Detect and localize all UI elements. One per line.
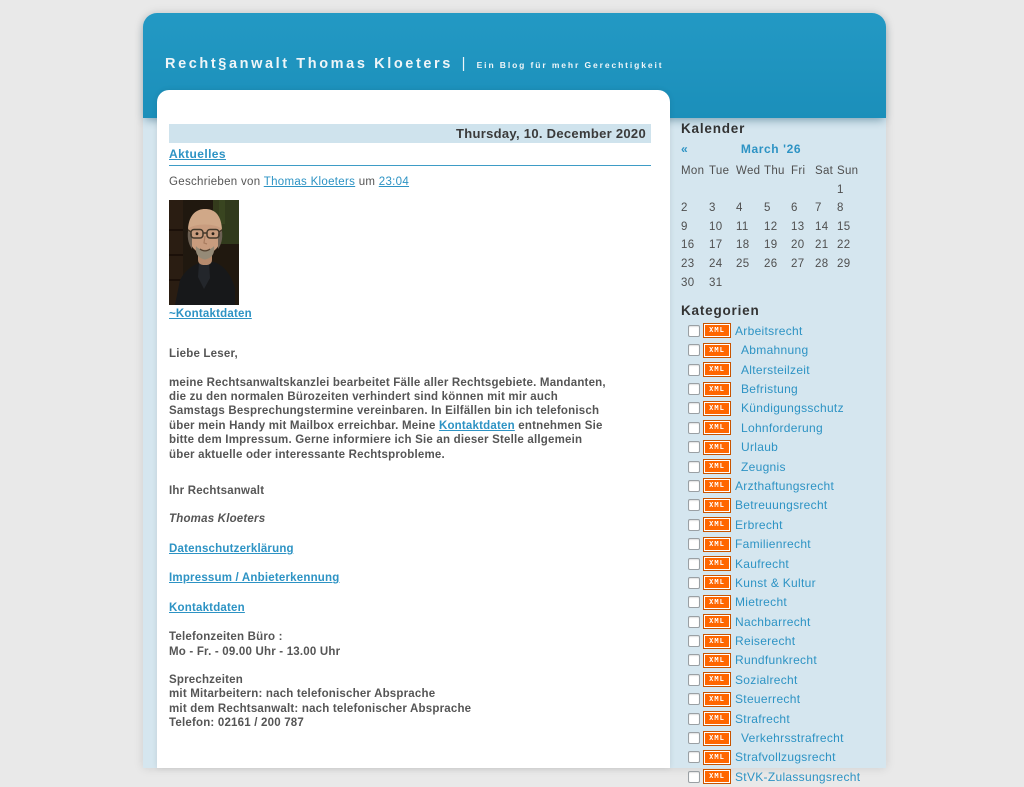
calendar-date: 14 <box>815 220 829 233</box>
consult-line: mit dem Rechtsanwalt: nach telefonischer Absprache <box>169 702 472 715</box>
calendar-date: 3 <box>709 202 716 215</box>
calendar-date: 21 <box>815 239 829 252</box>
xml-feed-badge[interactable]: XML <box>704 673 730 686</box>
xml-feed-badge[interactable]: XML <box>704 770 730 783</box>
calendar-day-name: Sun <box>837 165 859 177</box>
signature-text: Thomas Kloeters <box>169 513 266 526</box>
category-link[interactable]: StVK-Zulassungsrecht <box>735 769 861 784</box>
calendar-date: 17 <box>709 239 723 252</box>
xml-feed-badge[interactable]: XML <box>704 538 730 551</box>
calendar-day-name: Wed <box>736 165 761 177</box>
category-checkbox[interactable] <box>688 654 700 666</box>
categories-title: Kategorien <box>681 303 760 319</box>
post-time-link[interactable]: 23:04 <box>378 176 410 189</box>
calendar-date: 25 <box>736 257 750 270</box>
calendar-title: Kalender <box>681 121 746 136</box>
xml-feed-badge[interactable]: XML <box>704 654 730 667</box>
calendar-day-name: Sat <box>815 165 834 177</box>
category-checkbox[interactable] <box>688 383 700 395</box>
calendar-empty-cell <box>837 274 865 293</box>
category-row <box>681 438 881 457</box>
post-card <box>157 90 670 768</box>
xml-feed-badge[interactable]: XML <box>704 460 730 473</box>
category-checkbox[interactable] <box>688 402 700 414</box>
xml-feed-badge[interactable]: XML <box>704 751 730 764</box>
body-line: bitte dem Impressum. Gerne informiere ich Sie an dieser Stelle allgemein <box>169 434 583 447</box>
category-link[interactable]: Altersteilzeit <box>741 362 810 377</box>
calendar-day-name: Fri <box>791 165 806 177</box>
impressum-link[interactable]: Impressum / Anbieterkennung <box>169 572 340 585</box>
calendar-empty-cell <box>764 181 791 200</box>
xml-feed-badge[interactable]: XML <box>704 557 730 570</box>
body-line-part: über mein Handy mit Mailbox erreichbar. Meine <box>169 419 436 432</box>
datenschutz-link[interactable]: Datenschutzerklärung <box>169 542 294 555</box>
author-photo <box>169 200 239 305</box>
category-link[interactable]: Rundfunkrecht <box>735 653 817 668</box>
category-link[interactable]: Familienrecht <box>735 537 811 552</box>
calendar-empty-cell <box>736 274 764 293</box>
xml-feed-badge[interactable]: XML <box>704 344 730 357</box>
category-row <box>681 457 881 476</box>
xml-feed-badge[interactable]: XML <box>704 479 730 492</box>
sidebar <box>681 121 881 787</box>
calendar-date: 12 <box>764 220 778 233</box>
consult-line: mit Mitarbeitern: nach telefonischer Absprache <box>169 688 436 701</box>
category-row <box>681 728 881 747</box>
calendar-date: 9 <box>681 220 688 233</box>
signoff-text: Ihr Rechtsanwalt <box>169 485 265 498</box>
category-checkbox[interactable] <box>688 693 700 705</box>
calendar-date: 5 <box>764 202 771 215</box>
category-link[interactable]: Kaufrecht <box>735 556 790 571</box>
calendar-date: 22 <box>837 239 851 252</box>
category-row <box>681 631 881 650</box>
calendar-date: 18 <box>736 239 750 252</box>
category-row <box>681 767 881 786</box>
category-checkbox[interactable] <box>688 519 700 531</box>
category-checkbox[interactable] <box>688 596 700 608</box>
xml-feed-badge[interactable]: XML <box>704 499 730 512</box>
category-aktuelles-link[interactable]: Aktuelles <box>169 147 226 161</box>
category-link[interactable]: Abmahnung <box>741 343 809 358</box>
category-checkbox[interactable] <box>688 751 700 763</box>
site-subtitle: Ein Blog für mehr Gerechtigkeit <box>476 60 664 70</box>
calendar-date: 30 <box>681 276 695 289</box>
xml-feed-badge[interactable]: XML <box>704 402 730 415</box>
category-checkbox[interactable] <box>688 344 700 356</box>
xml-feed-badge[interactable]: XML <box>704 421 730 434</box>
office-hours-title: Telefonzeiten Büro : <box>169 631 283 644</box>
category-row <box>681 476 881 495</box>
kontaktdaten-footer-link[interactable]: Kontaktdaten <box>169 601 245 614</box>
category-link[interactable]: Mietrecht <box>735 595 788 610</box>
calendar-month-label: March '26 <box>740 142 802 156</box>
category-link[interactable]: Betreuungsrecht <box>735 498 828 513</box>
calendar-empty-cell <box>736 181 764 200</box>
category-checkbox[interactable] <box>688 499 700 511</box>
calendar-date: 7 <box>815 202 822 215</box>
xml-feed-badge[interactable]: XML <box>704 693 730 706</box>
consult-line: Telefon: 02161 / 200 787 <box>169 717 304 730</box>
category-row <box>681 399 881 418</box>
category-checkbox[interactable] <box>688 771 700 783</box>
category-link[interactable]: Reiserecht <box>735 634 796 649</box>
category-list <box>681 321 881 786</box>
calendar-date: 4 <box>736 202 743 215</box>
category-checkbox[interactable] <box>688 558 700 570</box>
category-link[interactable]: Strafvollzugsrecht <box>735 750 836 765</box>
calendar-date: 19 <box>764 239 778 252</box>
category-link[interactable]: Sozialrecht <box>735 672 798 687</box>
xml-feed-badge[interactable]: XML <box>704 363 730 376</box>
xml-feed-badge[interactable]: XML <box>704 712 730 725</box>
calendar-date: 2 <box>681 202 688 215</box>
category-row <box>681 593 881 612</box>
post-byline <box>169 175 651 189</box>
category-checkbox[interactable] <box>688 674 700 686</box>
body-line: über aktuelle oder interessante Rechtsprobleme. <box>169 448 445 461</box>
category-row <box>681 748 881 767</box>
kontaktdaten-inline-link[interactable]: Kontaktdaten <box>438 419 515 432</box>
calendar-empty-cell <box>815 274 837 293</box>
body-line: die zu den normalen Bürozeiten verhindert sind können mit mir auch <box>169 391 558 404</box>
category-checkbox[interactable] <box>688 441 700 453</box>
category-link[interactable]: Lohnforderung <box>741 420 823 435</box>
xml-feed-badge[interactable]: XML <box>704 732 730 745</box>
calendar-empty-cell <box>709 181 736 200</box>
category-link[interactable]: Arzthaftungsrecht <box>735 478 835 493</box>
calendar-day-name: Tue <box>709 165 730 177</box>
category-link[interactable]: Kündigungsschutz <box>741 401 844 416</box>
category-link[interactable]: Arbeitsrecht <box>735 323 803 338</box>
calendar-date: 24 <box>709 257 723 270</box>
calendar-date: 23 <box>681 257 695 270</box>
kontaktdaten-caption-link[interactable]: ~Kontaktdaten <box>169 307 252 320</box>
xml-feed-badge[interactable]: XML <box>704 635 730 648</box>
category-checkbox[interactable] <box>688 364 700 376</box>
calendar-date: 26 <box>764 257 778 270</box>
calendar-date: 1 <box>837 183 844 196</box>
category-row <box>681 670 881 689</box>
calendar-empty-cell <box>764 274 791 293</box>
xml-feed-badge[interactable]: XML <box>704 383 730 396</box>
body-line: meine Rechtsanwaltskanzlei bearbeitet Fälle aller Rechtsgebiete. Mandanten, <box>169 376 606 389</box>
category-link[interactable]: Erbrecht <box>735 517 783 532</box>
category-link[interactable]: Steuerrecht <box>735 692 801 707</box>
category-link[interactable]: Strafrecht <box>735 711 791 726</box>
calendar-nav <box>681 142 861 157</box>
calendar-date: 20 <box>791 239 805 252</box>
category-row <box>681 554 881 573</box>
calendar-day-name: Mon <box>681 165 705 177</box>
calendar-empty-cell <box>681 181 709 200</box>
post-date-bar: Thursday, 10. December 2020 <box>169 124 651 143</box>
calendar-date: 16 <box>681 239 695 252</box>
category-link[interactable]: Nachbarrecht <box>735 614 811 629</box>
category-checkbox[interactable] <box>688 713 700 725</box>
xml-feed-badge[interactable]: XML <box>704 441 730 454</box>
category-row <box>681 515 881 534</box>
category-checkbox[interactable] <box>688 325 700 337</box>
office-hours-line: Mo - Fr. - 09.00 Uhr - 13.00 Uhr <box>169 645 341 658</box>
category-row <box>681 341 881 360</box>
category-row <box>681 360 881 379</box>
category-checkbox[interactable] <box>688 577 700 589</box>
category-checkbox[interactable] <box>688 732 700 744</box>
post-category-heading <box>169 147 651 166</box>
consult-title: Sprechzeiten <box>169 673 243 686</box>
calendar-date: 29 <box>837 257 851 270</box>
calendar-date: 13 <box>791 220 805 233</box>
byline-infix: um <box>358 176 376 189</box>
title-separator: | <box>461 56 468 72</box>
category-row <box>681 534 881 553</box>
calendar-empty-cell <box>815 181 837 200</box>
calendar-day-name: Thu <box>764 165 785 177</box>
byline-prefix: Geschrieben von <box>169 176 261 189</box>
calendar-date: 10 <box>709 220 723 233</box>
category-row <box>681 690 881 709</box>
calendar-date: 8 <box>837 202 844 215</box>
post-body <box>169 376 651 462</box>
calendar-date: 27 <box>791 257 805 270</box>
site-title <box>165 56 664 72</box>
calendar-date: 15 <box>837 220 851 233</box>
category-checkbox[interactable] <box>688 616 700 628</box>
category-row <box>681 418 881 437</box>
category-link[interactable]: Verkehrsstrafrecht <box>741 731 844 746</box>
body-line <box>169 419 651 433</box>
category-checkbox[interactable] <box>688 480 700 492</box>
calendar-empty-cell <box>791 181 815 200</box>
calendar-date: 31 <box>709 276 723 289</box>
calendar-date: 11 <box>736 220 749 233</box>
category-row <box>681 709 881 728</box>
calendar-empty-cell <box>791 274 815 293</box>
xml-feed-badge[interactable]: XML <box>704 518 730 531</box>
xml-feed-badge[interactable]: XML <box>704 596 730 609</box>
salutation-text: Liebe Leser, <box>169 348 238 361</box>
category-link[interactable]: Befristung <box>741 382 799 397</box>
body-line: Samstags Besprechungstermine vereinbaren. In Eilfällen bin ich telefonisch <box>169 405 600 418</box>
category-checkbox[interactable] <box>688 461 700 473</box>
calendar-prev-icon[interactable]: « <box>681 142 688 156</box>
category-row <box>681 651 881 670</box>
site-title-text: Recht§anwalt Thomas Kloeters <box>165 56 453 72</box>
author-link[interactable]: Thomas Kloeters <box>263 176 356 189</box>
category-link[interactable]: Kunst & Kultur <box>735 575 816 590</box>
xml-feed-badge[interactable]: XML <box>704 615 730 628</box>
category-checkbox[interactable] <box>688 538 700 550</box>
calendar-grid <box>681 162 865 292</box>
blog-container <box>143 13 886 784</box>
xml-feed-badge[interactable]: XML <box>704 576 730 589</box>
xml-feed-badge[interactable]: XML <box>704 324 730 337</box>
category-link[interactable]: Zeugnis <box>741 459 786 474</box>
category-row <box>681 573 881 592</box>
calendar-date: 6 <box>791 202 798 215</box>
category-row <box>681 612 881 631</box>
category-row <box>681 496 881 515</box>
body-line-part: entnehmen Sie <box>518 419 603 432</box>
category-row <box>681 379 881 398</box>
calendar-date: 28 <box>815 257 829 270</box>
category-checkbox[interactable] <box>688 635 700 647</box>
category-link[interactable]: Urlaub <box>741 440 779 455</box>
category-row <box>681 321 881 340</box>
category-checkbox[interactable] <box>688 422 700 434</box>
